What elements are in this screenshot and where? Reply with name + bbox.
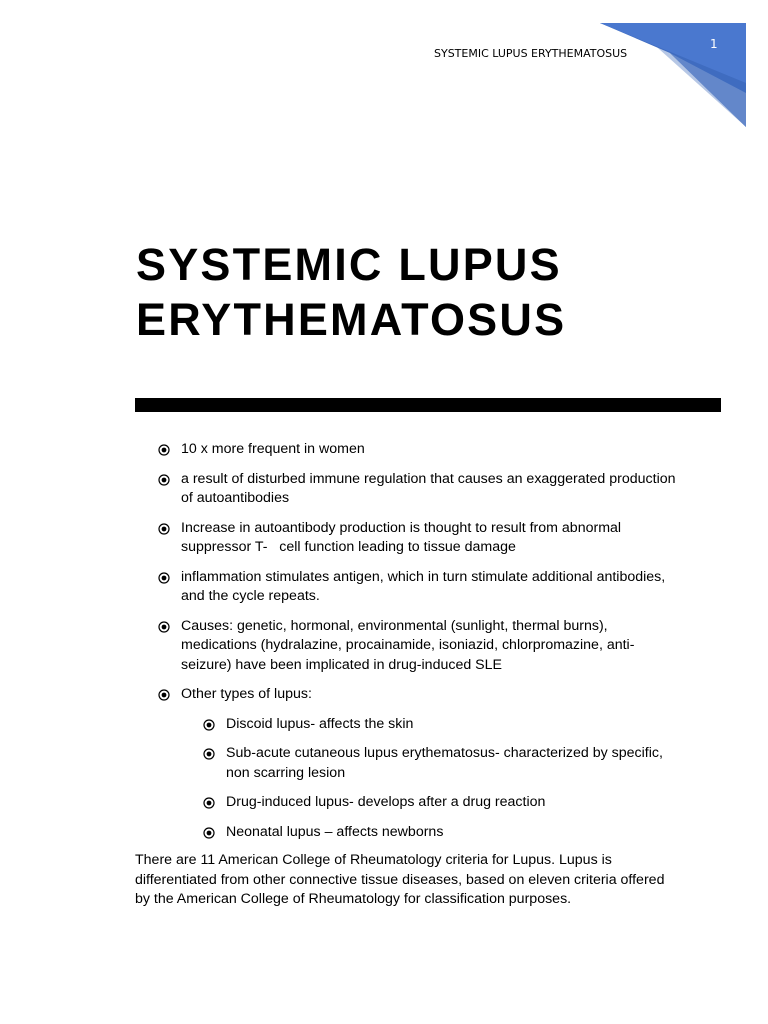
bullet-text: inflammation stimulates antigen, which in turn stimulate additional antibodies, and the cycle repeats. <box>181 568 666 604</box>
sub-list-item <box>203 823 663 843</box>
radio-bullet-icon <box>203 748 215 760</box>
list-item <box>158 617 678 676</box>
list-item <box>158 685 678 842</box>
sub-list-item <box>203 744 663 783</box>
radio-bullet-icon <box>158 523 170 535</box>
running-header-title: SYSTEMIC LUPUS ERYTHEMATOSUS <box>434 47 628 60</box>
radio-bullet-icon <box>158 689 170 701</box>
bullet-text: Other types of lupus: <box>181 686 312 702</box>
sub-list-item <box>203 793 663 813</box>
sub-bullet-text: Sub-acute cutaneous lupus erythematosus- characterized by specific, non scarring lesion <box>226 745 663 781</box>
radio-bullet-icon <box>158 474 170 486</box>
bullet-list <box>158 440 678 852</box>
page-title-line-2: ERYTHEMATOSUS <box>136 294 567 345</box>
sub-bullet-text: Neonatal lupus – affects newborns <box>226 823 444 840</box>
radio-bullet-icon <box>158 572 170 584</box>
corner-decoration <box>600 23 746 127</box>
title-rule <box>135 398 721 412</box>
bullet-text: Causes: genetic, hormonal, environmental (sunlight, thermal burns), medications (hydralazine, procainamide, isoniazid, chlorpromazine, anti-seizure) have been implicated in drug-induced SLE <box>181 617 635 673</box>
page-number: 1 <box>710 37 718 51</box>
radio-bullet-icon <box>203 719 215 731</box>
page-title <box>136 237 736 347</box>
radio-bullet-icon <box>203 797 215 809</box>
bullet-text: a result of disturbed immune regulation that causes an exaggerated production of autoantibodies <box>181 470 676 506</box>
bullet-text: Increase in autoantibody production is thought to result from abnormal suppressor T- cell function leading to tissue damage <box>181 519 626 555</box>
page-title-line-1: SYSTEMIC LUPUS <box>136 239 562 290</box>
sub-bullet-text: Discoid lupus- affects the skin <box>226 715 414 732</box>
summary-paragraph: There are 11 American College of Rheumatology criteria for Lupus. Lupus is differentiated from other connective tissue diseases, based on eleven criteria offered by the American College of Rheumatology for classification purposes. <box>135 852 665 907</box>
sub-bullet-text: Drug-induced lupus- develops after a drug reaction <box>226 794 546 810</box>
radio-bullet-icon <box>158 621 170 633</box>
bullet-text: 10 x more frequent in women <box>181 441 365 457</box>
list-item <box>158 568 678 607</box>
sub-list-item <box>203 715 663 735</box>
sub-bullet-list <box>203 715 663 843</box>
list-item <box>158 440 678 460</box>
list-item <box>158 519 678 558</box>
list-item <box>158 470 678 509</box>
radio-bullet-icon <box>158 444 170 456</box>
radio-bullet-icon <box>203 827 215 839</box>
